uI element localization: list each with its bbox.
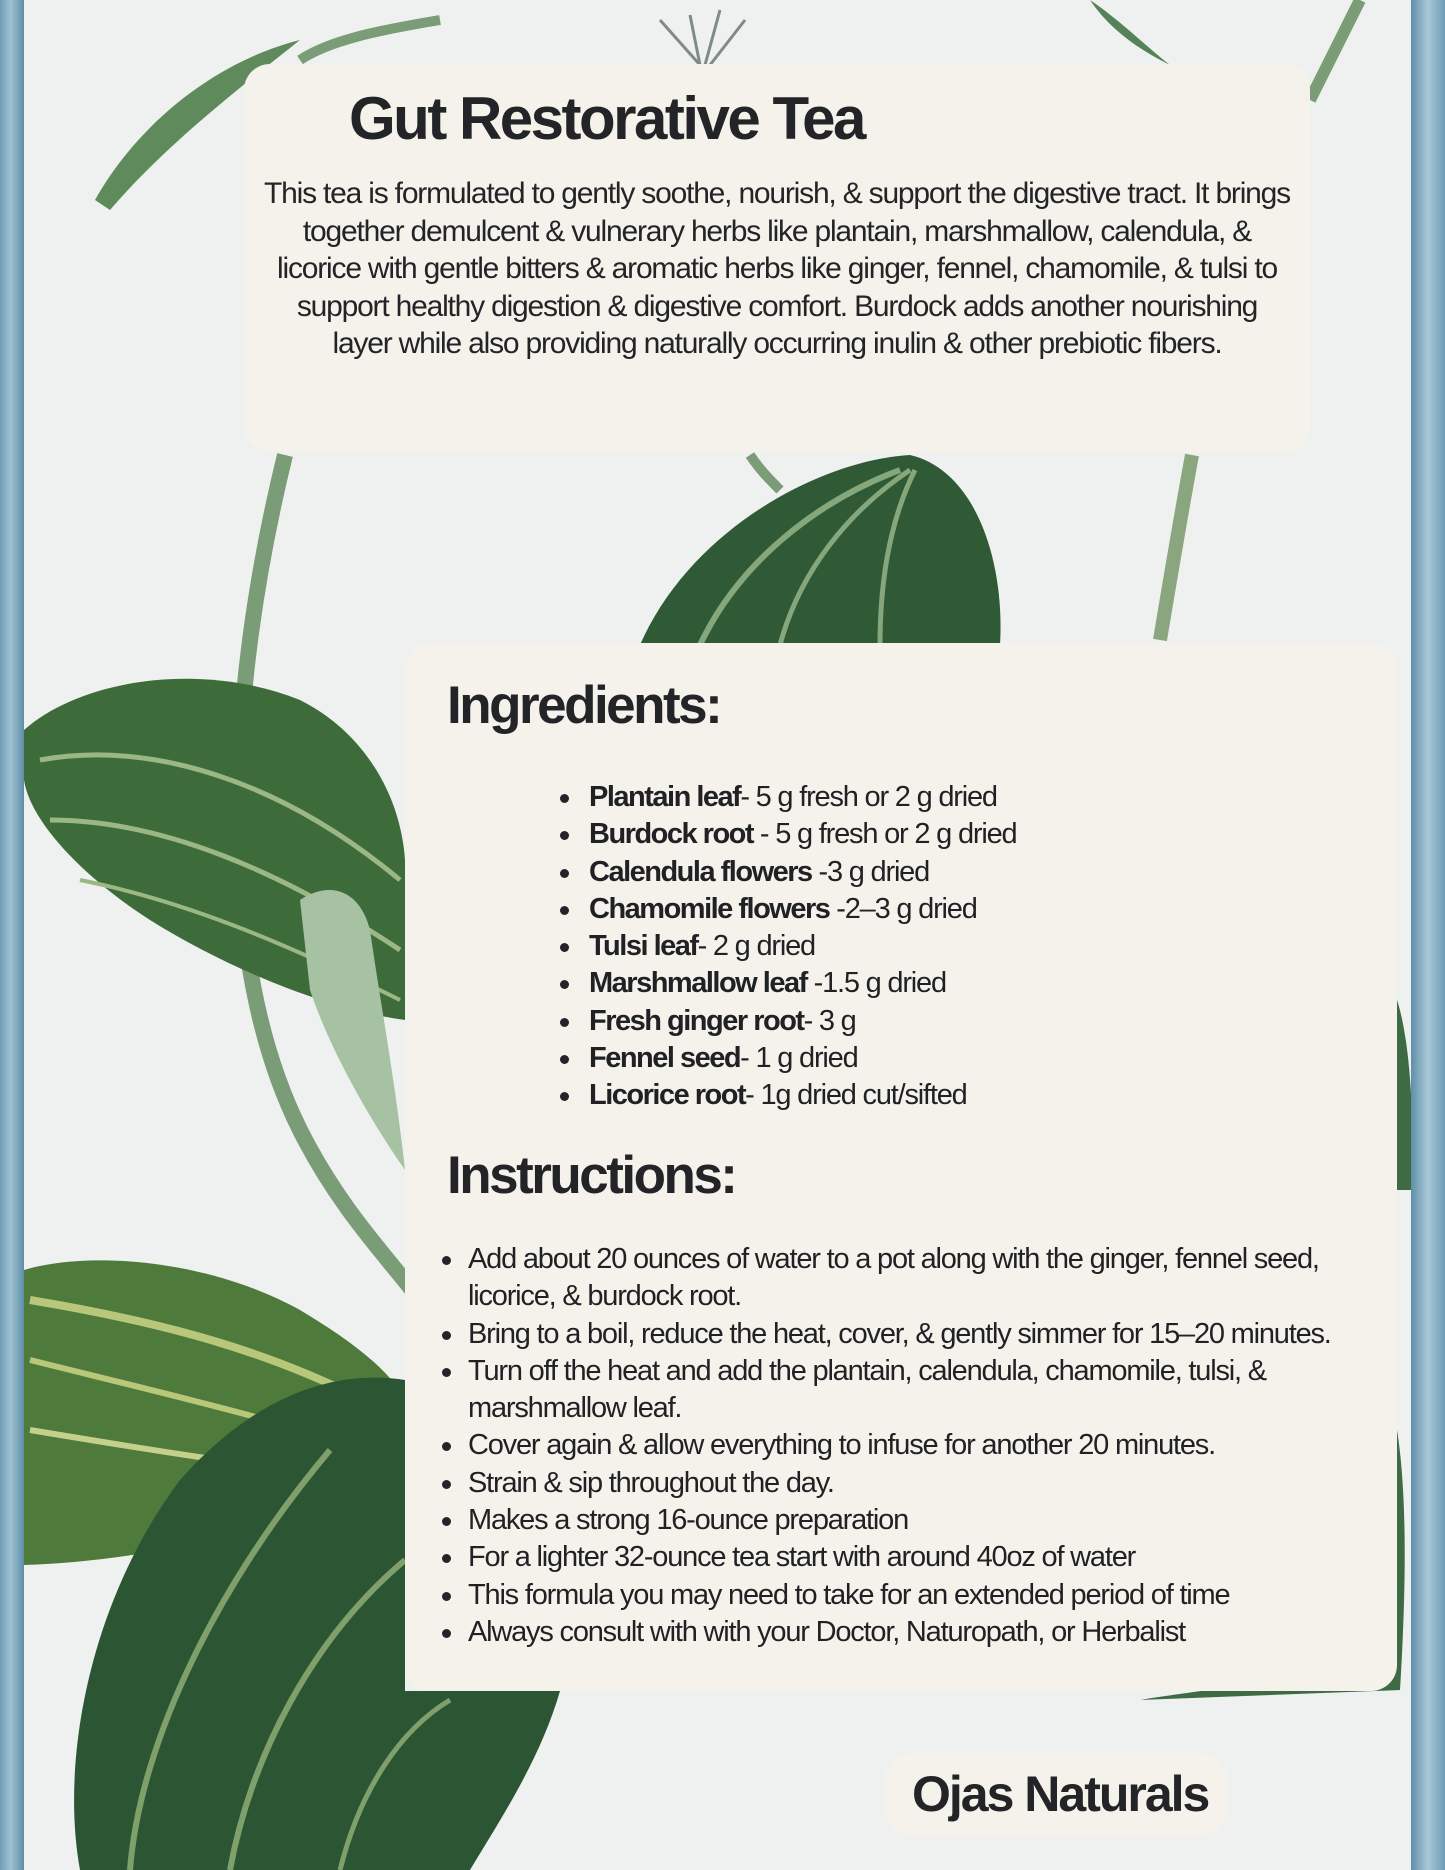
ingredients-heading: Ingredients: [447,676,721,735]
intro-paragraph: This tea is formulated to gently soothe, nourish, & support the digestive tract. It brings together demulcent & vulnerary herbs like plantain, marshmallow, calendula, & licorice with gentle bitters & aromatic herbs like ginger, fennel, chamomile, & tulsi to support healthy digestion & digestive comfort. Burdock adds another nourishing layer while also providing naturally occurring inulin & other prebiotic fibers. [264,177,1290,361]
instruction-step: This formula you may need to take for an extended period of time [468,1577,1368,1614]
instruction-step: Cover again & allow everything to infuse for another 20 minutes. [468,1427,1368,1464]
instruction-step: Strain & sip throughout the day. [468,1465,1368,1502]
ingredient-name: Tulsi leaf [589,930,698,963]
instruction-step: Always consult with with your Doctor, Naturopath, or Herbalist [468,1614,1368,1651]
instruction-step: Makes a strong 16-ounce preparation [468,1502,1368,1539]
ingredient-name: Marshmallow leaf [589,967,807,1000]
ingredient-amount: -2–3 g dried [829,892,977,925]
ingredient-name: Fresh ginger root [589,1004,804,1037]
ingredient-name: Calendula flowers [589,855,812,888]
ingredient-item [589,1003,1016,1040]
ingredient-item [589,816,1016,853]
ingredient-item [589,779,1016,816]
ingredient-item [589,1077,1016,1114]
instruction-step: Bring to a boil, reduce the heat, cover, & gently simmer for 15–20 minutes. [468,1316,1368,1353]
instruction-step: Turn off the heat and add the plantain, calendula, chamomile, tulsi, & marshmallow leaf. [468,1353,1368,1428]
ingredient-item [589,928,1016,965]
instruction-step: Add about 20 ounces of water to a pot along with the ginger, fennel seed, licorice, & burdock root. [468,1241,1368,1316]
page-title: Gut Restorative Tea [349,85,864,152]
instructions-list [468,1241,1368,1651]
right-border-frame [1411,0,1445,1870]
ingredient-name: Fennel seed [589,1042,741,1075]
ingredient-amount: -1.5 g dried [806,967,946,1000]
ingredient-item [589,965,1016,1002]
brand-name: Ojas Naturals [912,1766,1209,1822]
ingredient-name: Chamomile flowers [589,892,830,925]
left-border-frame [0,0,24,1870]
ingredient-amount: - 1 g dried [740,1042,858,1075]
ingredient-name: Plantain leaf [589,781,741,813]
ingredient-amount: - 5 g fresh or 2 g dried [740,781,997,813]
ingredient-name: Licorice root [589,1079,746,1112]
instruction-step: For a lighter 32-ounce tea start with around 40oz of water [468,1539,1368,1576]
ingredient-item [589,854,1016,891]
ingredient-amount: - 5 g fresh or 2 g dried [753,818,1017,851]
ingredient-amount: - 1g dried cut/sifted [745,1079,967,1112]
ingredient-amount: - 2 g dried [697,930,815,963]
ingredients-list [589,779,1016,1115]
ingredient-amount: - 3 g [803,1004,856,1037]
ingredient-amount: -3 g dried [811,855,930,888]
ingredient-item [589,891,1016,928]
ingredient-item [589,1040,1016,1077]
ingredient-name: Burdock root [589,818,754,851]
instructions-heading: Instructions: [447,1146,736,1205]
